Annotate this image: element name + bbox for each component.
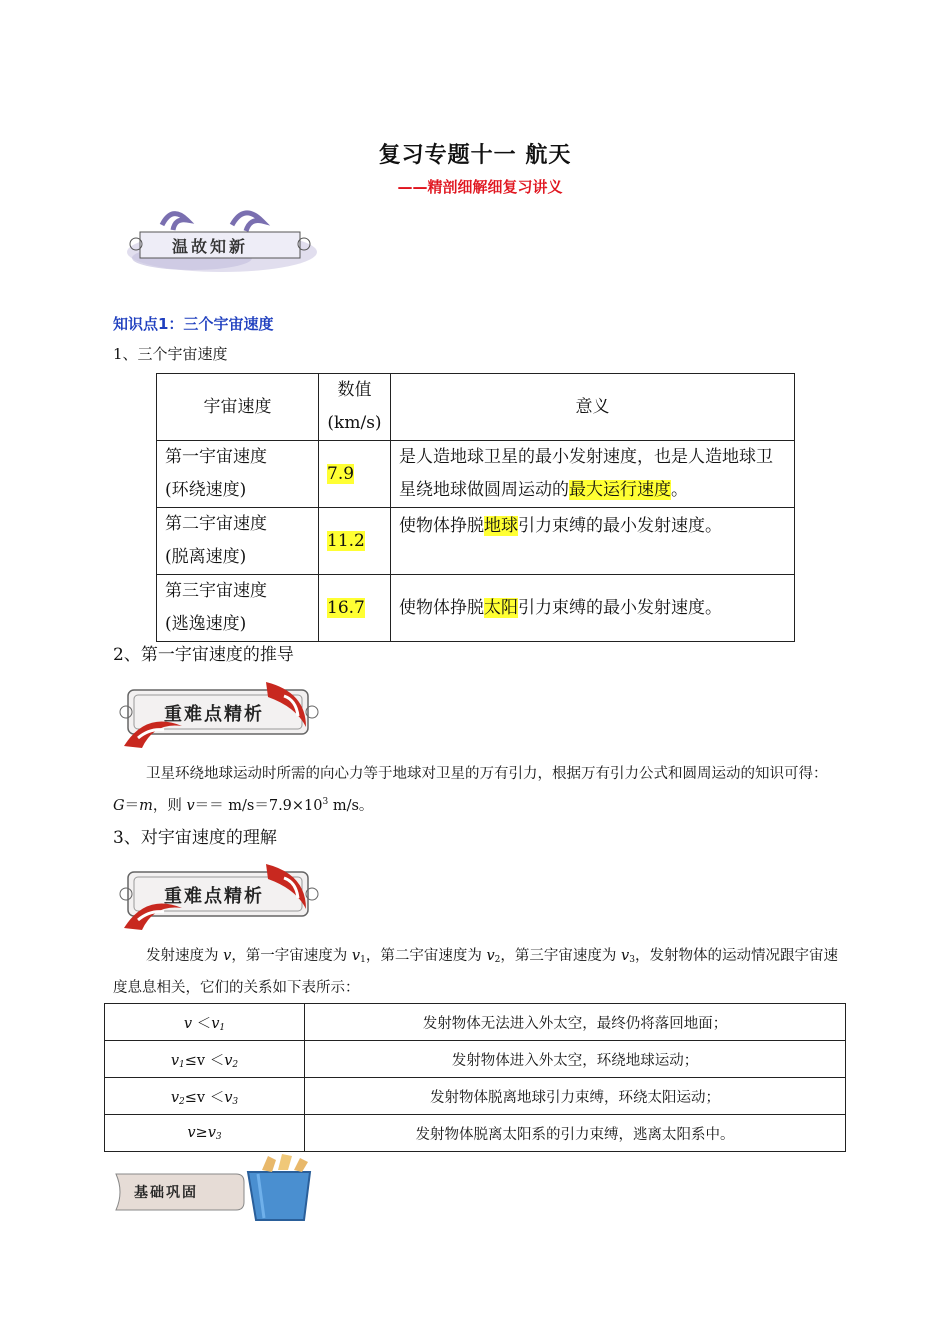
table-row — [105, 1078, 846, 1115]
speed-name-cell — [157, 441, 319, 508]
speed-meaning-cell — [391, 441, 795, 508]
para-text: ，第一宇宙速度为 — [231, 948, 352, 964]
symbol: v — [224, 1052, 233, 1069]
key-analysis-badge-2 — [116, 858, 322, 932]
subscript: 2 — [232, 1059, 239, 1070]
subscript: 3 — [629, 955, 635, 965]
meaning-highlight: 地球 — [484, 516, 518, 536]
speed-meaning-cell — [391, 508, 795, 575]
speed-alias: (逃逸速度) — [165, 614, 247, 634]
understanding-paragraph — [113, 942, 838, 1002]
subscript: 1 — [360, 955, 366, 965]
symbol: v — [183, 1015, 193, 1032]
symbol-v3: v — [621, 948, 630, 964]
symbol-v: v — [186, 798, 195, 814]
condition-cell — [105, 1041, 305, 1078]
relation: ＜ — [192, 1015, 212, 1032]
speed-alias: (环绕速度) — [165, 480, 247, 500]
speed-value: 11.2 — [327, 530, 365, 551]
section-1-heading: 1、三个宇宙速度 — [113, 345, 228, 363]
relation: ≤v ＜ — [184, 1052, 225, 1069]
symbol: v — [224, 1089, 233, 1106]
symbol: v — [211, 1015, 220, 1032]
speed-name: 第二宇宙速度 — [165, 514, 267, 534]
relation: ≤v ＜ — [184, 1089, 225, 1106]
header-value-label: 数值 — [337, 380, 372, 400]
symbol-v2: v — [486, 948, 495, 964]
relation: ≥ — [195, 1124, 208, 1141]
meaning-end: 引力束缚的最小发射速度。 — [518, 516, 722, 536]
para-text: ，第二宇宙速度为 — [365, 948, 487, 964]
speed-name: 第三宇宙速度 — [165, 581, 267, 601]
table-header-row — [157, 374, 795, 441]
table-row — [157, 441, 795, 508]
exponent: 3 — [322, 797, 329, 807]
speed-alias: (脱离速度) — [165, 547, 247, 567]
meaning-end: 。 — [671, 480, 688, 500]
section-2-heading: 2、第一宇宙速度的推导 — [113, 645, 294, 665]
symbol: v — [170, 1052, 180, 1069]
speed-value-cell — [319, 441, 391, 508]
subscript: 3 — [215, 1131, 222, 1142]
derivation-paragraph — [113, 760, 838, 820]
subscript: 1 — [179, 1059, 185, 1070]
basic-badge-label: 基础巩固 — [134, 1185, 198, 1201]
page-subtitle: ——精剖细解细复习讲义 — [397, 178, 563, 196]
review-badge-label: 温故知新 — [172, 237, 249, 256]
unit-text: m/s。 — [328, 798, 374, 814]
subscript: 1 — [219, 1022, 226, 1033]
symbol-v1: v — [351, 948, 361, 964]
description-cell: 发射物体进入外太空，环绕地球运动； — [305, 1041, 846, 1078]
cosmic-velocity-table — [156, 373, 795, 642]
speed-name: 第一宇宙速度 — [165, 447, 267, 467]
meaning-text: 使物体挣脱 — [399, 516, 484, 536]
table-row — [157, 575, 795, 642]
table-row — [105, 1115, 846, 1152]
meaning-end: 引力束缚的最小发射速度。 — [518, 597, 722, 618]
symbol-v: v — [223, 948, 232, 964]
symbol: v — [187, 1124, 196, 1141]
speed-value: 7.9 — [327, 463, 355, 484]
header-meaning: 意义 — [391, 374, 795, 441]
description-cell: 发射物体脱离地球引力束缚，环绕太阳运动； — [305, 1078, 846, 1115]
table-row — [105, 1004, 846, 1041]
speed-name-cell — [157, 575, 319, 642]
description-cell: 发射物体无法进入外太空，最终仍将落回地面； — [305, 1004, 846, 1041]
launch-speed-table — [104, 1003, 846, 1152]
speed-value-cell — [319, 575, 391, 642]
speed-meaning-cell — [391, 575, 795, 642]
key-analysis-badge — [116, 676, 322, 750]
condition-cell — [105, 1115, 305, 1152]
para-text: ，第三宇宙速度为 — [500, 948, 622, 964]
symbol: v — [170, 1089, 180, 1106]
table-row — [105, 1041, 846, 1078]
result-text: ＝＝ m/s＝7.9×10 — [194, 798, 323, 814]
derivation-text: 卫星环绕地球运动时所需的向心力等于地球对卫星的万有引力，根据万有引力公式和圆周运动的知识可得： — [146, 766, 828, 782]
symbol-G: G — [113, 798, 125, 814]
section-3-heading: 3、对宇宙速度的理解 — [113, 828, 277, 848]
subscript: 2 — [179, 1096, 185, 1107]
header-value-unit: (km/s) — [327, 413, 382, 433]
speed-value-cell — [319, 508, 391, 575]
meaning-text: 使物体挣脱 — [399, 597, 484, 618]
key-analysis-badge-label: 重难点精析 — [164, 886, 264, 907]
equals-sign: ＝ — [124, 798, 140, 814]
meaning-highlight: 最大运行速度 — [569, 480, 671, 500]
review-badge — [122, 200, 322, 275]
then-text: ，则 — [152, 798, 187, 814]
knowledge-point-heading: 知识点1：三个宇宙速度 — [113, 315, 274, 333]
speed-value: 16.7 — [327, 597, 365, 618]
para-text: 发射速度为 — [146, 948, 224, 964]
description-cell: 发射物体脱离太阳系的引力束缚，逃离太阳系中。 — [305, 1115, 846, 1152]
header-value — [319, 374, 391, 441]
table-row — [157, 508, 795, 575]
symbol-m: m — [139, 798, 153, 814]
condition-cell — [105, 1078, 305, 1115]
para-text: ，发射物体的运动情况跟宇宙速度息息相关，它们的关系如下表所示： — [113, 948, 838, 996]
meaning-highlight: 太阳 — [484, 597, 518, 618]
basic-badge — [112, 1152, 324, 1222]
subscript: 3 — [232, 1096, 239, 1107]
key-analysis-badge-label: 重难点精析 — [164, 704, 264, 725]
symbol: v — [207, 1124, 216, 1141]
page-title: 复习专题十一 航天 — [378, 143, 572, 168]
speed-name-cell — [157, 508, 319, 575]
meaning-text: 是人造地球卫星的最小发射速度，也是人造地球卫星绕地球做圆周运动的 — [399, 447, 773, 500]
subscript: 2 — [494, 955, 501, 965]
condition-cell — [105, 1004, 305, 1041]
header-cosmic-speed: 宇宙速度 — [157, 374, 319, 441]
